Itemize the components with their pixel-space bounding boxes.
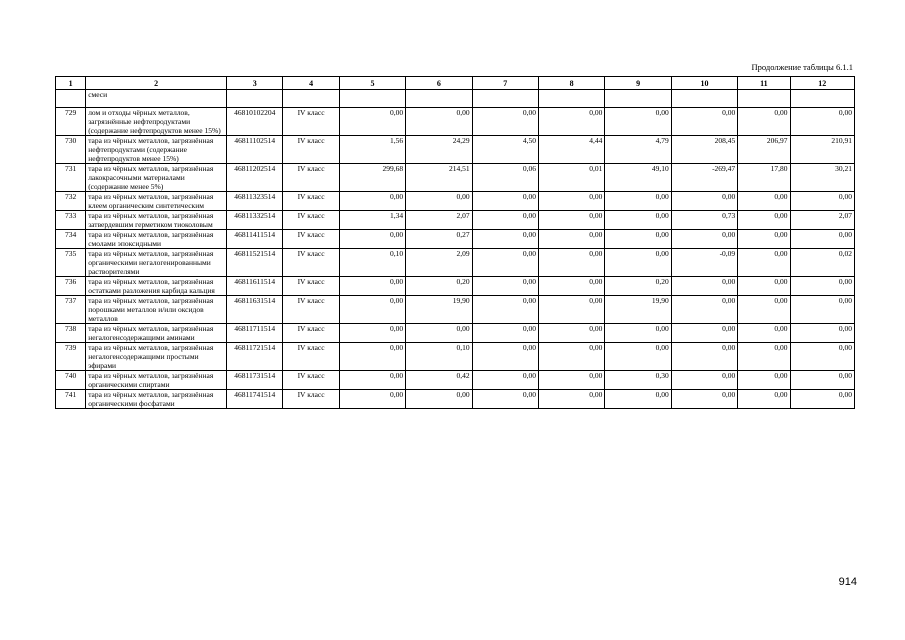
cell	[671, 90, 737, 108]
value-cell: 2,09	[406, 249, 472, 277]
value-cell: 0,10	[406, 343, 472, 371]
waste-description-cell: тара из чёрных металлов, загрязнённая негалогенсодержащими простыми эфирами	[86, 343, 227, 371]
value-cell: 0,00	[738, 230, 790, 249]
waste-description-cell: тара из чёрных металлов, загрязнённая органическими фосфатами	[86, 390, 227, 409]
value-cell: 0,00	[472, 296, 538, 324]
value-cell: 0,00	[538, 296, 604, 324]
value-cell: 0,73	[671, 211, 737, 230]
value-cell: 0,00	[738, 108, 790, 136]
code-cell: 46811631514	[227, 296, 283, 324]
column-header: 9	[605, 77, 671, 90]
waste-description-cell: тара из чёрных металлов, загрязнённая затвердевшим герметиком тиоколовым	[86, 211, 227, 230]
waste-description-cell: тара из чёрных металлов, загрязнённая порошками металлов и/или оксидов металлов	[86, 296, 227, 324]
value-cell: 0,06	[472, 164, 538, 192]
value-cell: 0,42	[406, 371, 472, 390]
value-cell: 0,00	[671, 343, 737, 371]
code-cell: 46810102204	[227, 108, 283, 136]
value-cell: 0,00	[472, 230, 538, 249]
value-cell: 0,02	[790, 249, 855, 277]
value-cell: 208,45	[671, 136, 737, 164]
value-cell: 0,00	[605, 343, 671, 371]
value-cell: 0,00	[671, 296, 737, 324]
row-number-cell: 731	[56, 164, 86, 192]
value-cell: 1,34	[339, 211, 405, 230]
hazard-class-cell: IV класс	[283, 211, 339, 230]
value-cell: 0,00	[339, 324, 405, 343]
value-cell: 0,00	[738, 211, 790, 230]
table-row	[56, 164, 855, 192]
value-cell: 0,00	[339, 390, 405, 409]
row-number-cell: 738	[56, 324, 86, 343]
value-cell: 0,00	[790, 108, 855, 136]
column-header: 5	[339, 77, 405, 90]
value-cell: 0,00	[406, 108, 472, 136]
value-cell: 0,00	[538, 192, 604, 211]
row-number-cell: 734	[56, 230, 86, 249]
value-cell: 0,00	[671, 390, 737, 409]
waste-description-cell: тара из чёрных металлов, загрязнённая лакокрасочными материалами (содержание менее 5%)	[86, 164, 227, 192]
value-cell: 214,51	[406, 164, 472, 192]
value-cell: 0,00	[738, 371, 790, 390]
table-row	[56, 390, 855, 409]
value-cell: 0,00	[538, 343, 604, 371]
value-cell: 0,00	[538, 371, 604, 390]
value-cell: 4,50	[472, 136, 538, 164]
cell	[790, 90, 855, 108]
table-row	[56, 277, 855, 296]
cell	[472, 90, 538, 108]
value-cell: 0,00	[605, 108, 671, 136]
table-caption: Продолжение таблицы 6.1.1	[751, 62, 853, 72]
waste-description-cell: тара из чёрных металлов, загрязнённая органическими негалогенированными растворителями	[86, 249, 227, 277]
cell	[605, 90, 671, 108]
value-cell: 0,00	[472, 343, 538, 371]
value-cell: 0,00	[339, 108, 405, 136]
value-cell: 1,56	[339, 136, 405, 164]
value-cell: 0,00	[472, 371, 538, 390]
value-cell: 0,00	[472, 324, 538, 343]
value-cell: 0,00	[671, 371, 737, 390]
column-header: 7	[472, 77, 538, 90]
column-header: 6	[406, 77, 472, 90]
header-row	[56, 77, 855, 90]
value-cell: -269,47	[671, 164, 737, 192]
waste-description-cell: тара из чёрных металлов, загрязнённая смолами эпоксидными	[86, 230, 227, 249]
table-row	[56, 108, 855, 136]
table-row	[56, 249, 855, 277]
value-cell: 0,00	[790, 230, 855, 249]
cell: смеси	[86, 90, 227, 108]
value-cell: 0,00	[538, 390, 604, 409]
table-row	[56, 296, 855, 324]
value-cell: 0,00	[671, 324, 737, 343]
value-cell: 0,00	[790, 343, 855, 371]
code-cell: 46811332514	[227, 211, 283, 230]
column-header: 10	[671, 77, 737, 90]
value-cell: 0,00	[472, 390, 538, 409]
hazard-class-cell: IV класс	[283, 324, 339, 343]
row-number-cell: 730	[56, 136, 86, 164]
value-cell: 299,68	[339, 164, 405, 192]
value-cell: 2,07	[790, 211, 855, 230]
cell	[538, 90, 604, 108]
waste-description-cell: тара из чёрных металлов, загрязнённая остатками разложения карбида кальция	[86, 277, 227, 296]
table-row	[56, 211, 855, 230]
value-cell: 0,27	[406, 230, 472, 249]
code-cell: 46811721514	[227, 343, 283, 371]
value-cell: 0,00	[472, 277, 538, 296]
value-cell: 0,00	[738, 390, 790, 409]
code-cell: 46811323514	[227, 192, 283, 211]
page-number: 914	[838, 576, 857, 588]
cell	[339, 90, 405, 108]
value-cell: 0,00	[671, 277, 737, 296]
value-cell: 210,91	[790, 136, 855, 164]
row-number-cell: 737	[56, 296, 86, 324]
column-header: 4	[283, 77, 339, 90]
value-cell: 0,01	[538, 164, 604, 192]
waste-description-cell: тара из чёрных металлов, загрязнённая клеем органическим синтетическим	[86, 192, 227, 211]
column-header: 11	[738, 77, 790, 90]
value-cell: 0,00	[671, 192, 737, 211]
column-header: 8	[538, 77, 604, 90]
value-cell: 30,21	[790, 164, 855, 192]
value-cell: 0,00	[790, 192, 855, 211]
waste-description-cell: тара из чёрных металлов, загрязнённая органическими спиртами	[86, 371, 227, 390]
value-cell: 0,00	[406, 390, 472, 409]
row-number-cell: 732	[56, 192, 86, 211]
code-cell: 46811611514	[227, 277, 283, 296]
table-row	[56, 192, 855, 211]
hazard-class-cell: IV класс	[283, 390, 339, 409]
hazard-class-cell: IV класс	[283, 296, 339, 324]
value-cell: 0,00	[472, 192, 538, 211]
value-cell: 0,00	[538, 108, 604, 136]
column-header: 3	[227, 77, 283, 90]
value-cell: 0,00	[605, 192, 671, 211]
value-cell: 0,00	[605, 249, 671, 277]
hazard-class-cell: IV класс	[283, 277, 339, 296]
value-cell: 0,00	[738, 343, 790, 371]
value-cell: 0,00	[605, 390, 671, 409]
value-cell: 0,00	[605, 324, 671, 343]
value-cell: 0,00	[738, 192, 790, 211]
value-cell: 0,00	[790, 324, 855, 343]
table-row	[56, 371, 855, 390]
code-cell: 46811411514	[227, 230, 283, 249]
value-cell: 0,00	[472, 249, 538, 277]
value-cell: -0,09	[671, 249, 737, 277]
value-cell: 0,00	[790, 390, 855, 409]
data-table	[55, 76, 855, 409]
code-cell: 46811521514	[227, 249, 283, 277]
waste-description-cell: тара из чёрных металлов, загрязнённая нефтепродуктами (содержание нефтепродуктов менее 15%)	[86, 136, 227, 164]
row-number-cell: 739	[56, 343, 86, 371]
row-number-cell: 741	[56, 390, 86, 409]
column-header: 1	[56, 77, 86, 90]
value-cell: 0,00	[538, 230, 604, 249]
value-cell: 0,00	[339, 277, 405, 296]
value-cell: 0,00	[605, 230, 671, 249]
value-cell: 49,10	[605, 164, 671, 192]
value-cell: 0,00	[339, 192, 405, 211]
waste-description-cell: тара из чёрных металлов, загрязнённая негалогенсодержащими аминами	[86, 324, 227, 343]
hazard-class-cell: IV класс	[283, 371, 339, 390]
hazard-class-cell: IV класс	[283, 230, 339, 249]
value-cell: 206,97	[738, 136, 790, 164]
code-cell: 46811202514	[227, 164, 283, 192]
value-cell: 0,00	[538, 211, 604, 230]
table-row	[56, 343, 855, 371]
value-cell: 0,20	[406, 277, 472, 296]
row-number-cell: 733	[56, 211, 86, 230]
value-cell: 4,79	[605, 136, 671, 164]
value-cell: 19,90	[605, 296, 671, 324]
value-cell: 0,10	[339, 249, 405, 277]
row-number-cell: 729	[56, 108, 86, 136]
hazard-class-cell: IV класс	[283, 164, 339, 192]
column-header: 2	[86, 77, 227, 90]
value-cell: 4,44	[538, 136, 604, 164]
value-cell: 0,00	[738, 249, 790, 277]
column-header: 12	[790, 77, 855, 90]
value-cell: 0,00	[538, 277, 604, 296]
value-cell: 19,90	[406, 296, 472, 324]
value-cell: 0,00	[339, 343, 405, 371]
cell	[56, 90, 86, 108]
waste-description-cell: лом и отходы чёрных металлов, загрязнённые нефтепродуктами (содержание нефтепродуктов менее 15%)	[86, 108, 227, 136]
cell	[227, 90, 283, 108]
value-cell: 0,30	[605, 371, 671, 390]
value-cell: 0,00	[790, 371, 855, 390]
value-cell: 2,07	[406, 211, 472, 230]
value-cell: 0,00	[339, 371, 405, 390]
value-cell: 0,00	[472, 108, 538, 136]
value-cell: 0,00	[339, 296, 405, 324]
value-cell: 0,00	[406, 192, 472, 211]
value-cell: 0,00	[605, 211, 671, 230]
value-cell: 0,00	[738, 277, 790, 296]
hazard-class-cell: IV класс	[283, 192, 339, 211]
value-cell: 24,29	[406, 136, 472, 164]
continuation-row	[56, 90, 855, 108]
hazard-class-cell: IV класс	[283, 136, 339, 164]
value-cell: 0,20	[605, 277, 671, 296]
row-number-cell: 735	[56, 249, 86, 277]
value-cell: 0,00	[790, 296, 855, 324]
cell	[738, 90, 790, 108]
value-cell: 0,00	[738, 324, 790, 343]
hazard-class-cell: IV класс	[283, 343, 339, 371]
table-row	[56, 324, 855, 343]
hazard-class-cell: IV класс	[283, 108, 339, 136]
cell	[283, 90, 339, 108]
code-cell: 46811711514	[227, 324, 283, 343]
value-cell: 0,00	[538, 324, 604, 343]
hazard-class-cell: IV класс	[283, 249, 339, 277]
value-cell: 0,00	[790, 277, 855, 296]
value-cell: 0,00	[738, 296, 790, 324]
value-cell: 0,00	[339, 230, 405, 249]
value-cell: 0,00	[671, 230, 737, 249]
row-number-cell: 736	[56, 277, 86, 296]
value-cell: 17,80	[738, 164, 790, 192]
value-cell: 0,00	[406, 324, 472, 343]
code-cell: 46811102514	[227, 136, 283, 164]
table-row	[56, 230, 855, 249]
value-cell: 0,00	[538, 249, 604, 277]
value-cell: 0,00	[671, 108, 737, 136]
row-number-cell: 740	[56, 371, 86, 390]
code-cell: 46811741514	[227, 390, 283, 409]
table-row	[56, 136, 855, 164]
cell	[406, 90, 472, 108]
value-cell: 0,00	[472, 211, 538, 230]
code-cell: 46811731514	[227, 371, 283, 390]
